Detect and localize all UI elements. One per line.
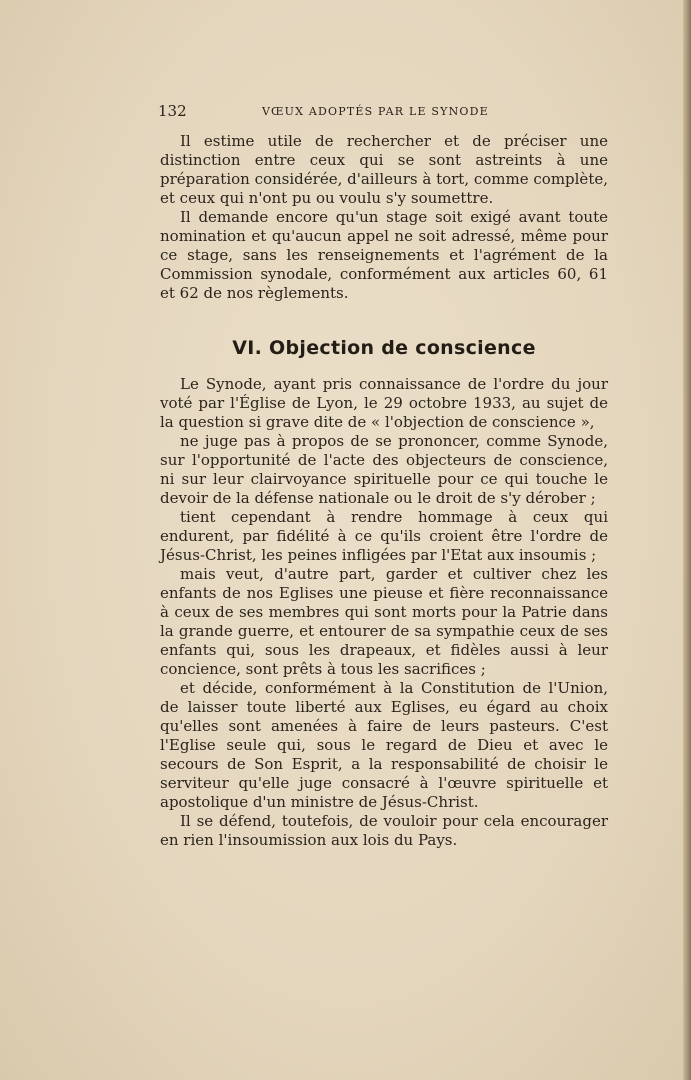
body-text-section bbox=[160, 375, 608, 850]
paragraph: Le Synode, ayant pris connaissance de l'ordre du jour voté par l'Église de Lyon, le 29 octobre 1933, au sujet de la question si grave dite de « l'objection de conscience », bbox=[160, 375, 608, 431]
paragraph: tient cependant à rendre hommage à ceux qui endurent, par fidélité à ce qu'ils croient être l'ordre de Jésus-Christ, les peines infligées par l'Etat aux insoumis ; bbox=[160, 508, 608, 564]
body-text-top bbox=[160, 132, 608, 303]
page-edge bbox=[683, 0, 691, 1080]
page-header bbox=[158, 102, 608, 122]
page-number: 132 bbox=[158, 102, 187, 120]
paragraph: et décide, conformément à la Constitution de l'Union, de laisser toute liberté aux Eglises, eu égard au choix qu'elles sont amenées à faire de leurs pasteurs. C'est l'Eglise seule qui, sous le regard de Dieu et avec le secours de Son Esprit, a la responsabilité de choisir le serviteur qu'elle juge consacré à l'œuvre spirituelle et apostolique d'un ministre de Jésus-Christ. bbox=[160, 679, 608, 811]
section-title: VI. Objection de conscience bbox=[232, 337, 536, 359]
paragraph: ne juge pas à propos de se prononcer, comme Synode, sur l'opportunité de l'acte des objecteurs de conscience, ni sur leur clairvoyance spirituelle pour ce qui touche le devoir de la défense nationale ou le droit de s'y dérober ; bbox=[160, 432, 608, 507]
running-head: VŒUX ADOPTÉS PAR LE SYNODE bbox=[262, 105, 489, 118]
paragraph: Il estime utile de rechercher et de préciser une distinction entre ceux qui se sont astreints à une préparation considérée, d'ailleurs à tort, comme complète, et ceux qui n'ont pu ou voulu s'y soumettre. bbox=[160, 132, 608, 207]
paragraph: Il demande encore qu'un stage soit exigé avant toute nomination et qu'aucun appel ne soit adressé, même pour ce stage, sans les renseignements et l'agrément de la Commission synodale, conformément aux articles 60, 61 et 62 de nos règlements. bbox=[160, 208, 608, 302]
paragraph: mais veut, d'autre part, garder et cultiver chez les enfants de nos Eglises une pieuse et fière reconnaissance à ceux de ses membres qui sont morts pour la Patrie dans la grande guerre, et entourer de sa sympathie ceux de ses enfants qui, sous les drapeaux, et fidèles aussi à leur concience, sont prêts à tous les sacrifices ; bbox=[160, 565, 608, 678]
paragraph: Il se défend, toutefois, de vouloir pour cela encourager en rien l'insoumission aux lois du Pays. bbox=[160, 812, 608, 849]
